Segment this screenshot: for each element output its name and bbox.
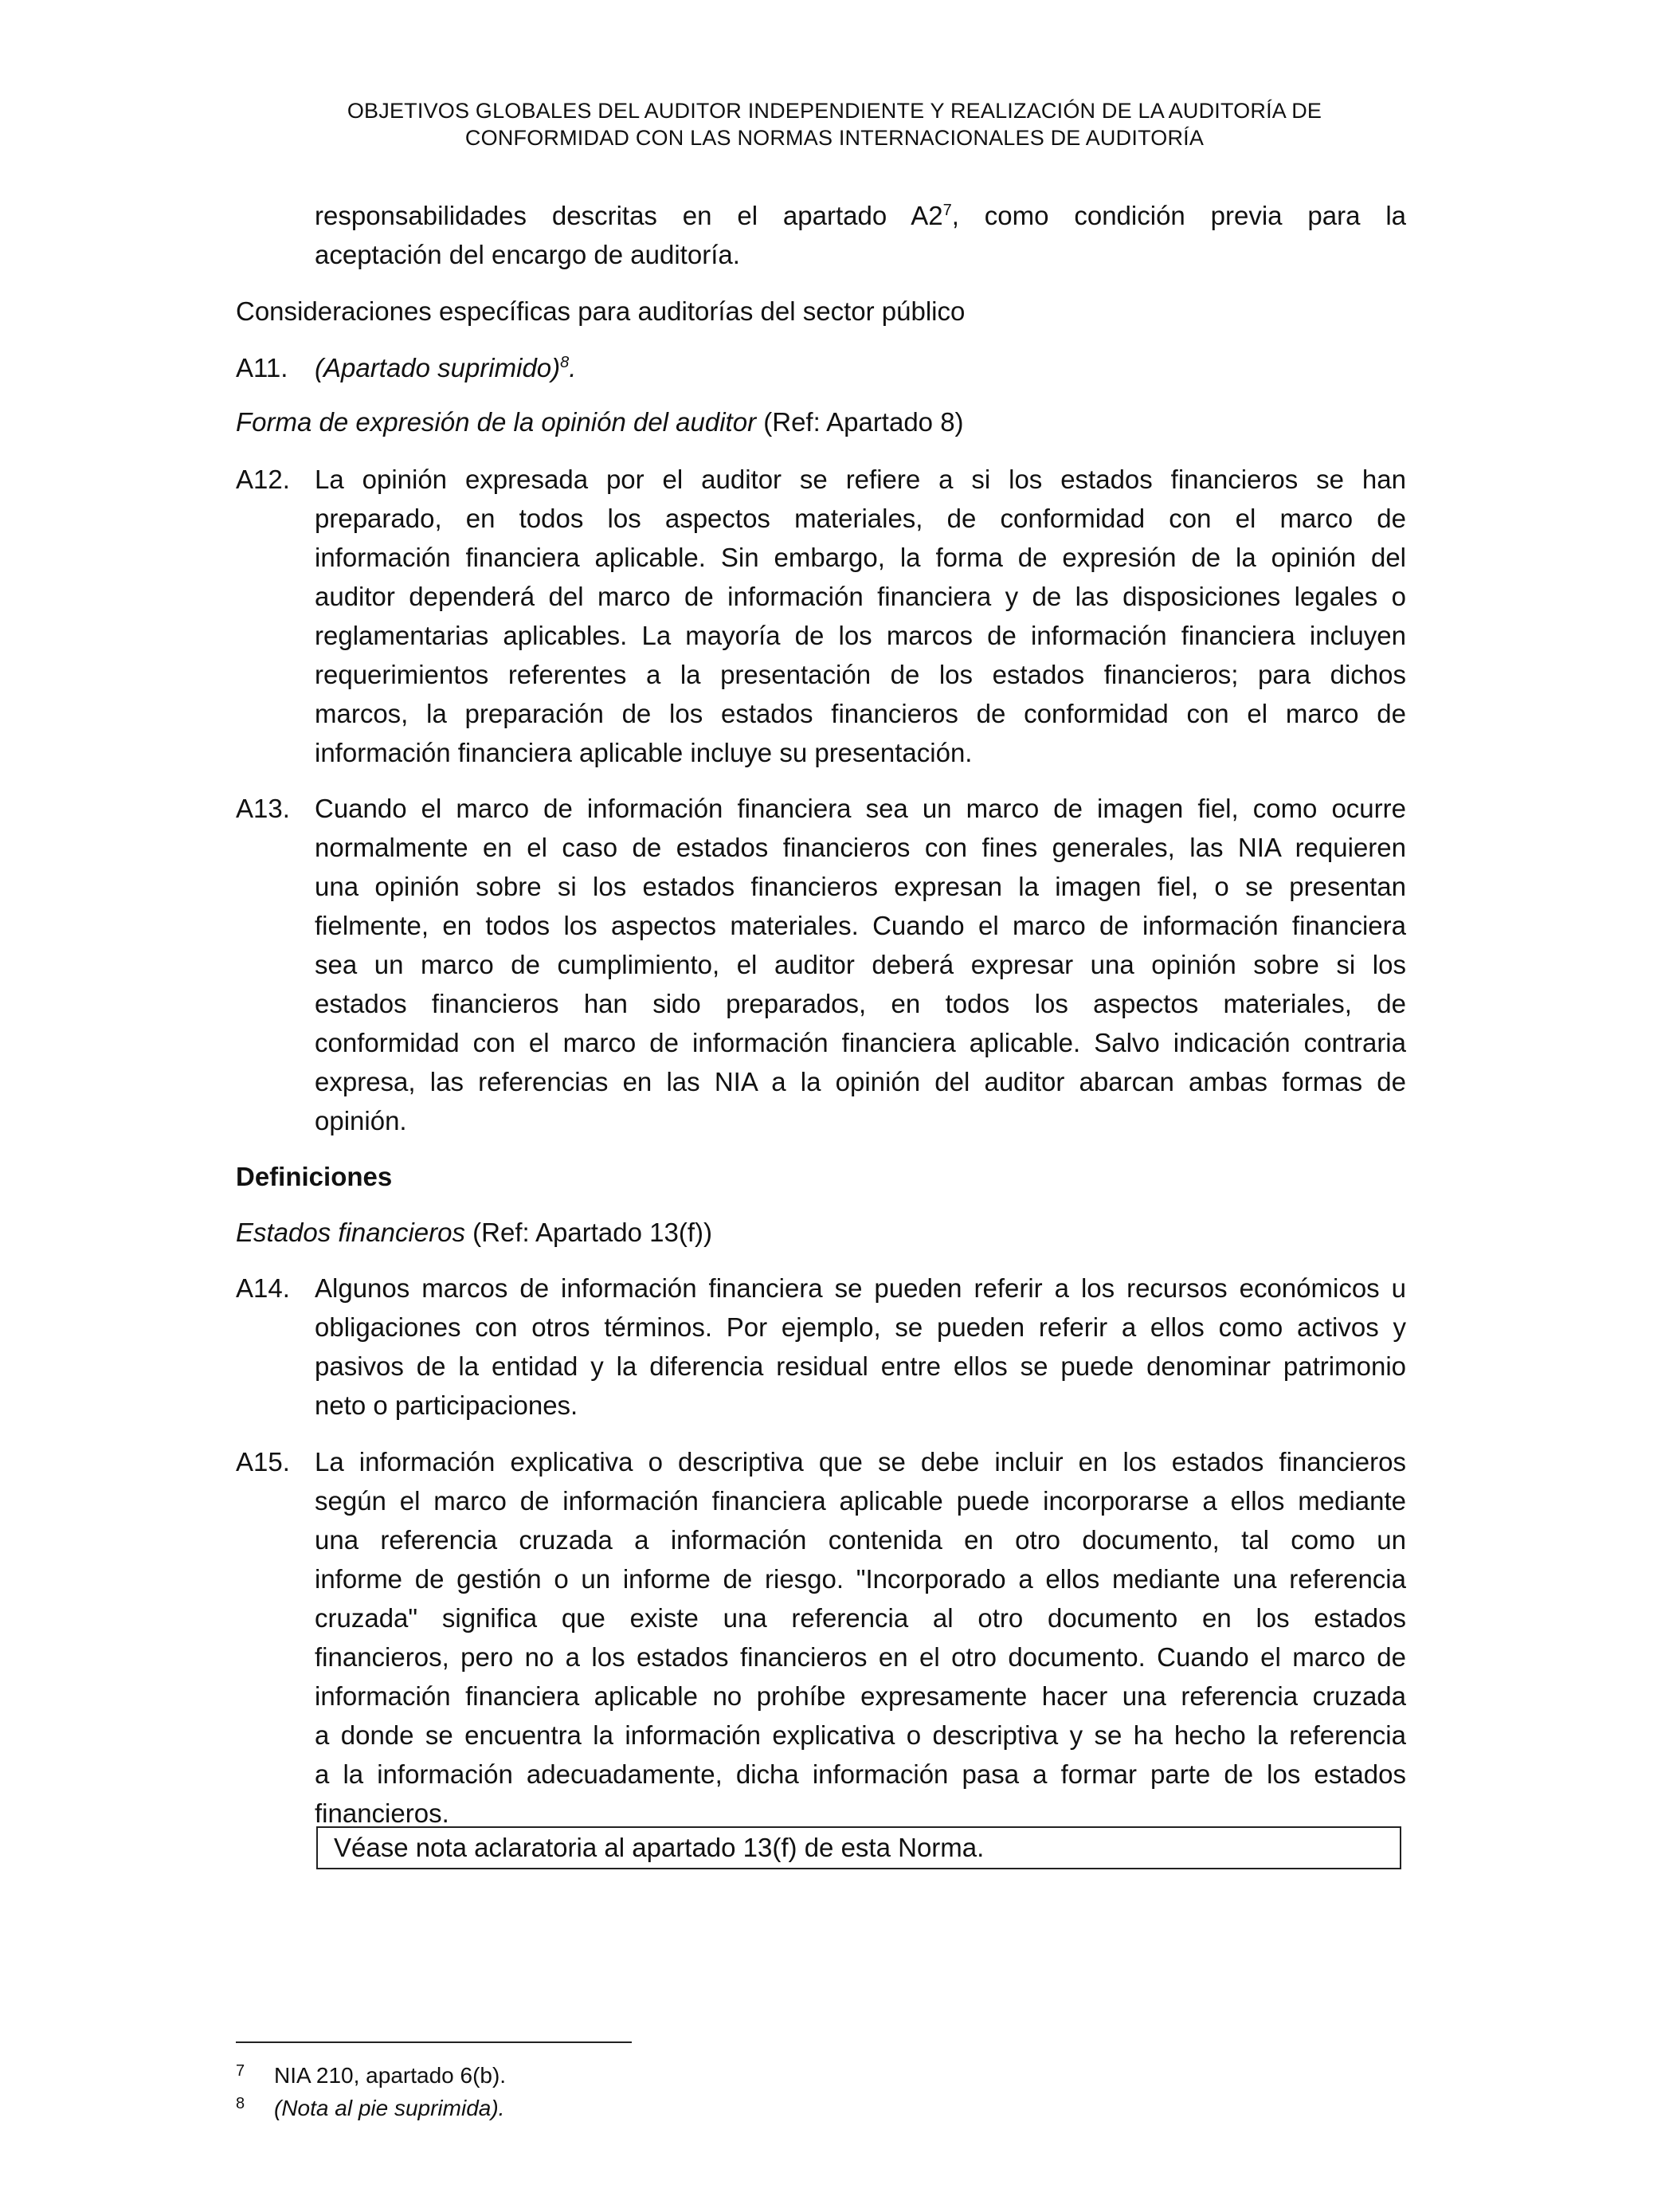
footnote-separator [236, 2041, 632, 2043]
footnote-8 [236, 2093, 504, 2124]
continuation-text-a: responsabilidades descritas en el apartado A2 [315, 201, 943, 230]
paragraph-number-a14: A14. [236, 1273, 290, 1303]
a12-line: marcos, la preparación de los estados financieros de conformidad con el marco de [315, 699, 1406, 728]
paragraph-a11 [315, 348, 1406, 387]
page-header [0, 97, 1669, 151]
paragraph-a15 [315, 1442, 1406, 1833]
footnote-text: NIA 210, apartado 6(b). [274, 2063, 507, 2088]
definitions-heading [236, 1157, 392, 1196]
paragraph-a14 [315, 1269, 1406, 1425]
a12-line: información financiera aplicable. Sin embargo, la forma de expresión de la opinión del [315, 543, 1406, 572]
footnote-ref-7[interactable]: 7 [942, 202, 952, 219]
a14-line: obligaciones con otros términos. Por ejemplo, se pueden referir a ellos como activos y [315, 1312, 1406, 1342]
footnote-7 [236, 2061, 506, 2091]
a12-line: La opinión expresada por el auditor se refiere a si los estados financieros se han [315, 465, 1406, 494]
opinion-heading-ref: (Ref: Apartado 8) [756, 407, 964, 437]
paragraph-number-a12: A12. [236, 465, 290, 494]
a15-line: cruzada" significa que existe una referencia al otro documento en los estados [315, 1603, 1406, 1633]
paragraph-number-a11: A11. [236, 353, 288, 382]
a13-line: sea un marco de cumplimiento, el auditor deberá expresar una opinión sobre si los [315, 950, 1406, 979]
continuation-paragraph [315, 196, 1406, 274]
public-sector-heading: Consideraciones específicas para auditorías del sector público [236, 296, 966, 326]
a15-line: financieros. [315, 1798, 449, 1828]
financial-statements-heading [236, 1213, 712, 1252]
a14-line: Algunos marcos de información financiera se pueden referir a los recursos económicos u [315, 1273, 1406, 1303]
a14-line: neto o participaciones. [315, 1390, 578, 1420]
a15-line: información financiera aplicable no prohíbe expresamente hacer una referencia cruzada [315, 1681, 1406, 1711]
paragraph-a12 [315, 460, 1406, 772]
paragraph-number-a13: A13. [236, 794, 290, 823]
footnote-ref-8[interactable]: 8 [560, 354, 570, 371]
a13-line: conformidad con el marco de información financiera aplicable. Salvo indicación contraria [315, 1028, 1406, 1057]
footnote-number: 7 [236, 2062, 245, 2080]
a13-line: fielmente, en todos los aspectos materiales. Cuando el marco de información financiera [315, 911, 1406, 940]
a15-line: a la información adecuadamente, dicha información pasa a formar parte de los estados [315, 1759, 1406, 1789]
a13-line: Cuando el marco de información financiera sea un marco de imagen fiel, como ocurre [315, 794, 1406, 823]
a15-line: según el marco de información financiera aplicable puede incorporarse a ellos mediante [315, 1486, 1406, 1516]
a13-line: expresa, las referencias en las NIA a la opinión del auditor abarcan ambas formas de [315, 1067, 1406, 1096]
a15-line: informe de gestión o un informe de riesgo. "Incorporado a ellos mediante una referencia [315, 1564, 1406, 1594]
a11-text: (Apartado suprimido) [315, 353, 561, 382]
a12-line: reglamentarias aplicables. La mayoría de los marcos de información financiera incluyen [315, 621, 1406, 650]
a15-line: a donde se encuentra la información explicativa o descriptiva y se ha hecho la referencia [315, 1720, 1406, 1750]
footnote-number: 8 [236, 2095, 245, 2112]
clarification-note-box [316, 1826, 1401, 1869]
a14-line: pasivos de la entidad y la diferencia residual entre ellos se puede denominar patrimonio [315, 1351, 1406, 1381]
clarification-note-text: Véase nota aclaratoria al apartado 13(f) de esta Norma. [334, 1833, 985, 1862]
a12-line: requerimientos referentes a la presentación de los estados financieros; para dichos [315, 660, 1406, 689]
a12-line: auditor dependerá del marco de información financiera y de las disposiciones legales o [315, 582, 1406, 611]
a15-line: La información explicativa o descriptiva que se debe incluir en los estados financieros [315, 1447, 1406, 1477]
opinion-heading-title: Forma de expresión de la opinión del auditor [236, 407, 757, 437]
a11-end: . [569, 353, 577, 382]
a13-line: una opinión sobre si los estados financieros expresan la imagen fiel, o se presentan [315, 872, 1406, 901]
a15-line: financieros, pero no a los estados financieros en el otro documento. Cuando el marco de [315, 1642, 1406, 1672]
continuation-line-2: aceptación del encargo de auditoría. [315, 240, 740, 269]
a12-line: información financiera aplicable incluye su presentación. [315, 738, 973, 767]
header-line-1: OBJETIVOS GLOBALES DEL AUDITOR INDEPENDIENTE Y REALIZACIÓN DE LA AUDITORÍA DE [347, 99, 1322, 123]
paragraph-number-a15: A15. [236, 1447, 290, 1477]
header-line-2: CONFORMIDAD CON LAS NORMAS INTERNACIONALES DE AUDITORÍA [464, 126, 1205, 150]
a12-line: preparado, en todos los aspectos materiales, de conformidad con el marco de [315, 504, 1406, 533]
paragraph-a13 [315, 789, 1406, 1140]
fs-heading-ref: (Ref: Apartado 13(f)) [465, 1218, 712, 1247]
a13-line: estados financieros han sido preparados, en todos los aspectos materiales, de [315, 989, 1406, 1018]
opinion-heading [236, 402, 964, 441]
a15-line: una referencia cruzada a información contenida en otro documento, tal como un [315, 1525, 1406, 1555]
a13-line: opinión. [315, 1106, 407, 1135]
a13-line: normalmente en el caso de estados financieros con fines generales, las NIA requieren [315, 833, 1406, 862]
definitions-heading-text: Definiciones [236, 1162, 393, 1191]
continuation-text-b: , como condición previa para la [951, 201, 1406, 230]
fs-heading-title: Estados financieros [236, 1218, 465, 1247]
footnote-text: (Nota al pie suprimida). [274, 2096, 505, 2120]
